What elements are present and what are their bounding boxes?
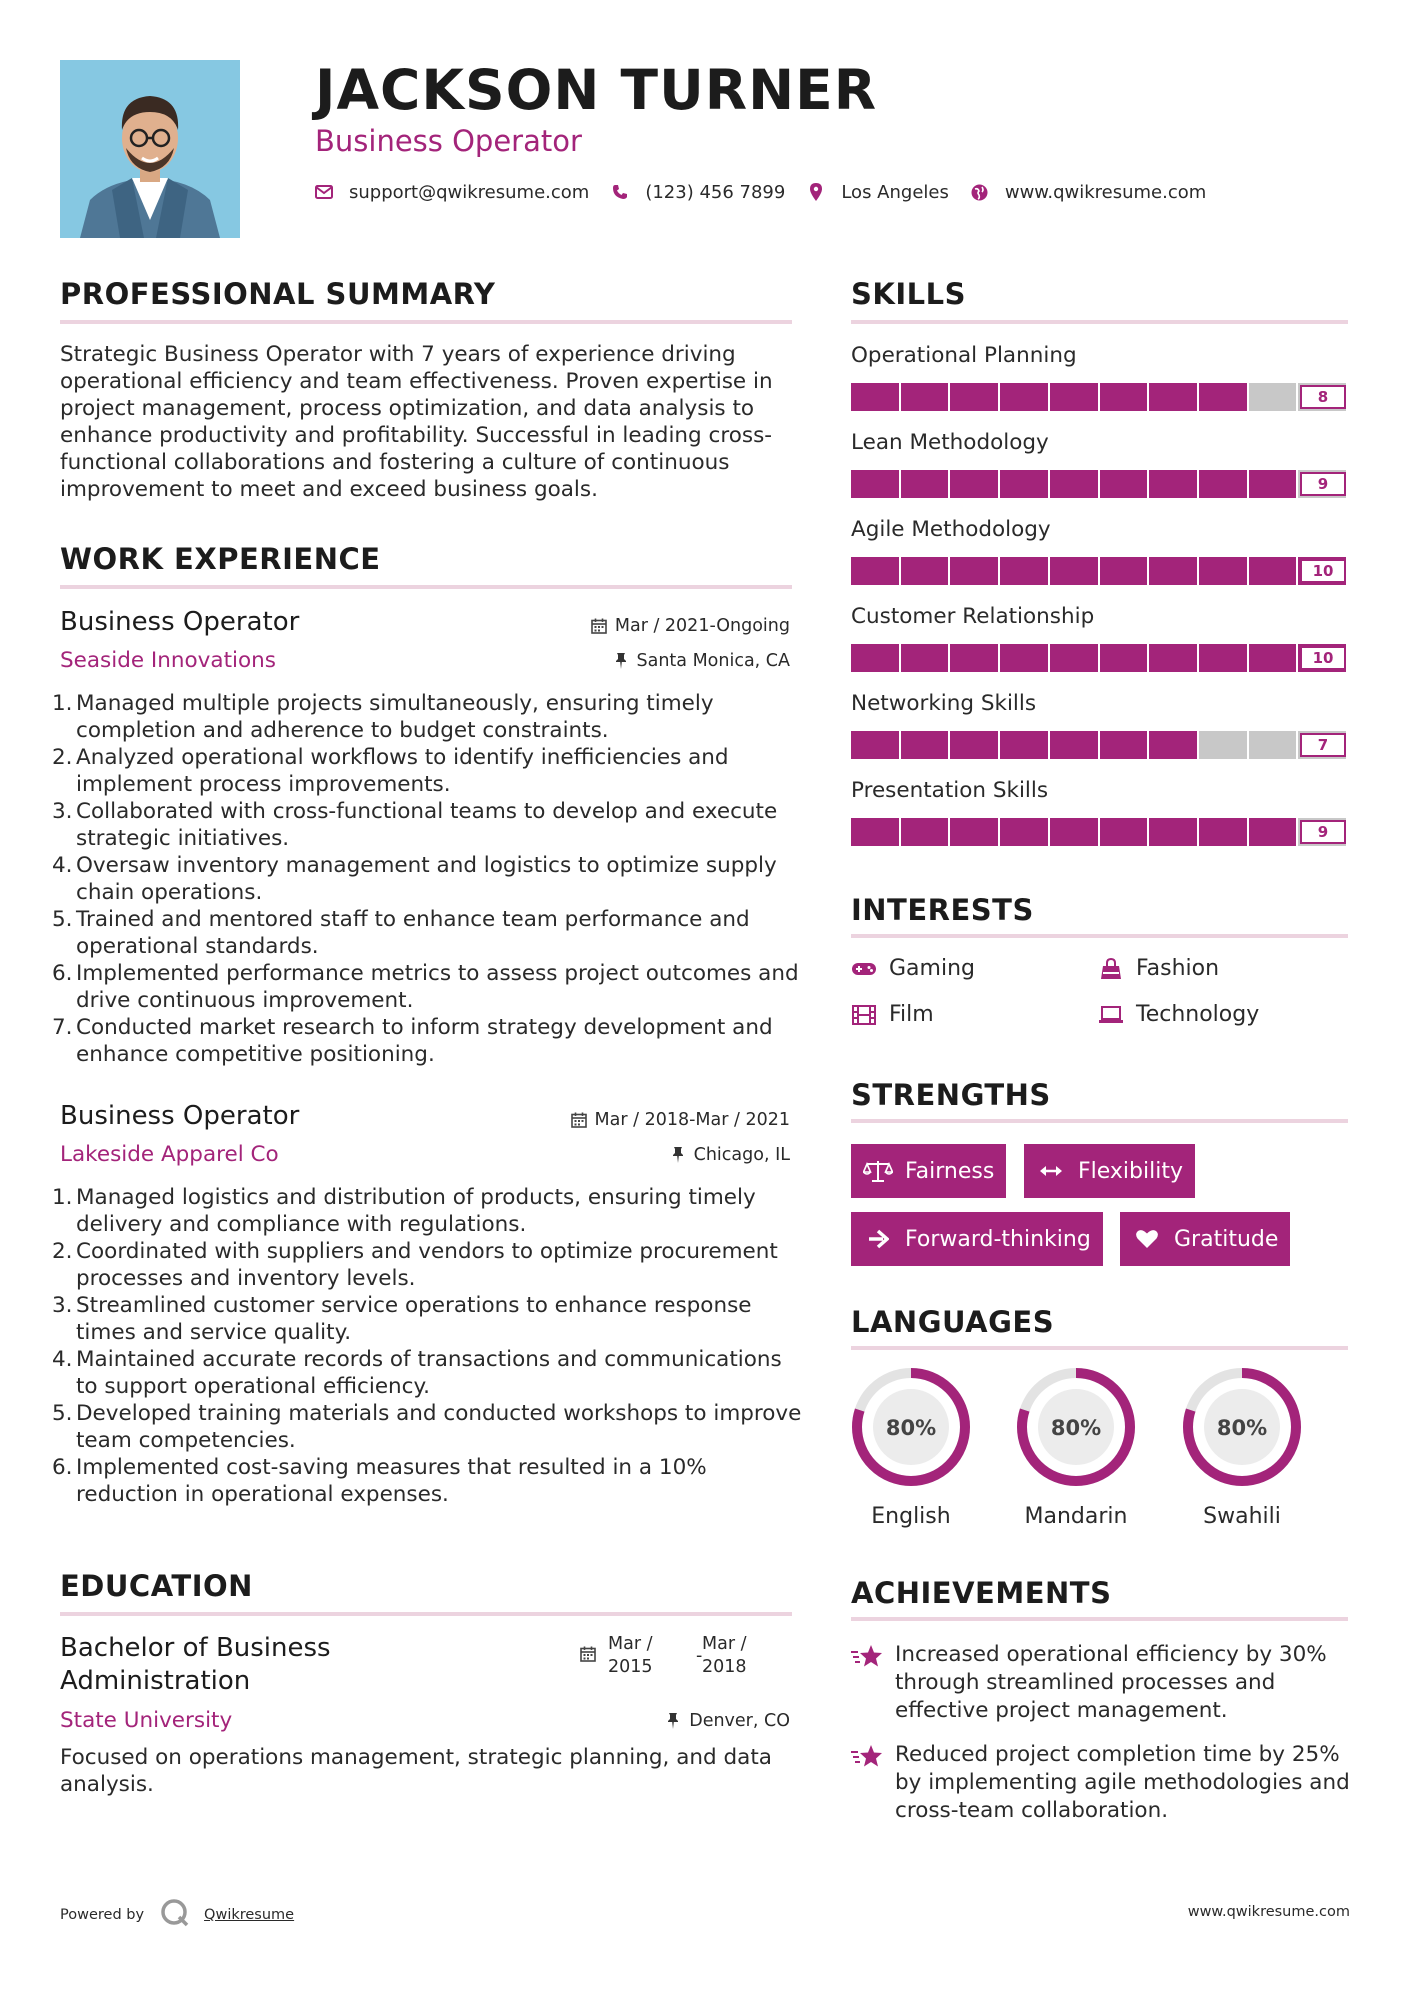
skill-segment (851, 644, 901, 672)
contact-location: Los Angeles (841, 181, 949, 203)
candidate-name: JACKSON TURNER (315, 58, 878, 122)
skill-score: 9 (1300, 472, 1346, 496)
languages-heading: LANGUAGES (851, 1305, 1055, 1339)
powered-by-label: Powered by (60, 1907, 145, 1923)
skill-segment (950, 557, 1000, 585)
strength-label: Forward-thinking (905, 1226, 1091, 1252)
job-location-text: Chicago, IL (693, 1145, 790, 1165)
language-percent: 80% (1050, 1416, 1102, 1440)
interest-label: Film (889, 1002, 934, 1027)
skill-segment (901, 818, 951, 846)
school-name: State University (60, 1708, 233, 1733)
gamepad-icon (851, 958, 877, 980)
achievements-heading: ACHIEVEMENTS (851, 1576, 1112, 1610)
education-heading: EDUCATION (60, 1569, 253, 1603)
list-item: 2. Analyzed operational workflows to identify inefficiencies and implement process improvements. (52, 745, 729, 797)
skill-segment (950, 818, 1000, 846)
skill-segment (1100, 731, 1150, 759)
education-date-icon-wrap (580, 1646, 604, 1662)
skill-segment (1199, 557, 1249, 585)
skill-segment (901, 557, 951, 585)
skill-segment (1199, 383, 1249, 411)
skill-segment (901, 470, 951, 498)
skill-segment (1149, 731, 1199, 759)
calendar-icon (580, 1646, 596, 1662)
skill-segment (1100, 383, 1150, 411)
skill-segment (901, 731, 951, 759)
skill-segment (1249, 818, 1299, 846)
skill-segment (1000, 644, 1050, 672)
skill-segment (1050, 383, 1100, 411)
interest-label: Fashion (1136, 956, 1220, 981)
list-item: 1. Managed logistics and distribution of products, ensuring timely delivery and compliance with regulations. (52, 1185, 756, 1237)
skill-segment (1249, 731, 1299, 759)
education-date-separator: - (696, 1646, 703, 1666)
heart-icon (1132, 1228, 1162, 1250)
job-title: Business Operator (60, 607, 300, 637)
footer-url[interactable]: www.qwikresume.com (1187, 1904, 1350, 1920)
skill-name: Networking Skills (851, 691, 1037, 716)
job-bullets (52, 1184, 802, 1508)
skill-segment (851, 383, 901, 411)
skill-score: 9 (1300, 820, 1346, 844)
education-location-text: Denver, CO (689, 1711, 790, 1731)
skill-segment (1149, 818, 1199, 846)
skill-name: Customer Relationship (851, 604, 1095, 629)
skill-segment (1100, 470, 1150, 498)
language-item (1172, 1364, 1312, 1529)
languages-rule (851, 1346, 1348, 1350)
arrow-right-icon (863, 1228, 893, 1250)
achievement-text: Reduced project completion time by 25% by implementing agile methodologies and cross-team collaboration. (895, 1742, 1350, 1823)
strengths-heading: STRENGTHS (851, 1078, 1051, 1112)
skill-segment (1050, 557, 1100, 585)
job-date (571, 1110, 790, 1130)
interest-item (1098, 1002, 1259, 1027)
interest-item (1098, 956, 1219, 981)
footer-powered-by (60, 1898, 294, 1932)
achievement-item (851, 1641, 1351, 1725)
skill-segment (1000, 818, 1050, 846)
interest-item (851, 956, 975, 981)
skill-segment (1249, 644, 1299, 672)
interest-label: Technology (1136, 1002, 1260, 1027)
strength-label: Gratitude (1174, 1226, 1279, 1252)
skill-name: Lean Methodology (851, 430, 1049, 455)
job-location-text: Santa Monica, CA (636, 651, 790, 671)
laptop-icon (1098, 1004, 1124, 1026)
interests-heading: INTERESTS (851, 893, 1034, 927)
language-ring (848, 1364, 974, 1490)
company-name: Lakeside Apparel Co (60, 1142, 279, 1167)
job-title: Business Operator (60, 1101, 300, 1131)
map-marker-icon (807, 183, 825, 201)
list-item: 6. Implemented performance metrics to assess project outcomes and drive continuous improvement. (52, 961, 799, 1013)
summary-rule (60, 320, 792, 324)
envelope-icon (315, 183, 333, 201)
job-location (613, 651, 791, 671)
skill-segment (1100, 644, 1150, 672)
skill-segment (1149, 383, 1199, 411)
education-end-b: 2018 (702, 1657, 747, 1677)
summary-heading: PROFESSIONAL SUMMARY (60, 277, 496, 311)
pin-icon (665, 1713, 681, 1729)
strength-label: Flexibility (1078, 1158, 1183, 1184)
strength-tag (851, 1212, 1103, 1266)
skill-segment (950, 383, 1000, 411)
shopping-bag-icon (1098, 958, 1124, 980)
list-item: 7. Conducted market research to inform strategy development and enhance competitive positioning. (52, 1015, 773, 1067)
calendar-icon (591, 618, 607, 634)
education-start-a: Mar / (608, 1634, 653, 1654)
skill-bar (851, 383, 1348, 411)
list-item: 6. Implemented cost-saving measures that resulted in a 10% reduction in operational expenses. (52, 1455, 707, 1507)
degree-title-line2: Administration (60, 1666, 251, 1696)
skill-segment (1000, 557, 1050, 585)
skill-bar (851, 557, 1348, 585)
skill-segment (851, 557, 901, 585)
skill-bar (851, 818, 1348, 846)
skill-segment (1000, 731, 1050, 759)
work-rule (60, 585, 792, 589)
skill-segment (950, 470, 1000, 498)
skill-segment (1000, 470, 1050, 498)
contact-website[interactable]: www.qwikresume.com (1004, 181, 1207, 203)
skill-score: 10 (1300, 646, 1346, 670)
skill-name: Operational Planning (851, 343, 1077, 368)
strength-label: Fairness (905, 1158, 995, 1184)
language-item (841, 1364, 981, 1529)
education-location (665, 1711, 790, 1731)
skill-segment (1100, 557, 1150, 585)
language-name: English (871, 1504, 951, 1529)
film-icon (851, 1004, 877, 1026)
list-item: 4. Oversaw inventory management and logistics to optimize supply chain operations. (52, 853, 777, 905)
job-date-text: Mar / 2021-Ongoing (614, 616, 790, 636)
list-item: 3. Streamlined customer service operations to enhance response times and service quality. (52, 1293, 752, 1345)
list-item: 4. Maintained accurate records of transactions and communications to support operational efficiency. (52, 1347, 782, 1399)
skill-segment (901, 644, 951, 672)
language-name: Mandarin (1024, 1504, 1128, 1529)
skill-segment (1149, 557, 1199, 585)
list-item: 3. Collaborated with cross-functional teams to develop and execute strategic initiatives. (52, 799, 778, 851)
skill-segment (1199, 644, 1249, 672)
qwikresume-logo-icon (160, 1898, 190, 1932)
skill-segment (901, 383, 951, 411)
phone-icon (611, 183, 629, 201)
skill-segment (851, 731, 901, 759)
degree-title-line1: Bachelor of Business (60, 1633, 331, 1663)
achievements-rule (851, 1617, 1348, 1621)
language-item (1006, 1364, 1146, 1529)
skill-segment (1249, 383, 1299, 411)
list-item: 2. Coordinated with suppliers and vendors to optimize procurement processes and inventory levels. (52, 1239, 778, 1291)
language-percent: 80% (1216, 1416, 1268, 1440)
job-bullets (52, 690, 802, 1068)
calendar-icon (571, 1112, 587, 1128)
job-location (670, 1145, 790, 1165)
skill-score: 10 (1300, 559, 1346, 583)
education-start-b: 2015 (608, 1657, 653, 1677)
skill-bar (851, 644, 1348, 672)
skill-score: 7 (1300, 733, 1346, 757)
pin-icon (670, 1147, 686, 1163)
skill-segment (1199, 818, 1249, 846)
job-date (591, 616, 790, 636)
language-name: Swahili (1203, 1504, 1281, 1529)
skill-segment (1050, 818, 1100, 846)
skill-segment (1050, 470, 1100, 498)
job-date-text: Mar / 2018-Mar / 2021 (594, 1110, 790, 1130)
skill-segment (851, 470, 901, 498)
skill-segment (1100, 818, 1150, 846)
star-icon (851, 1641, 895, 1725)
list-item: 1. Managed multiple projects simultaneously, ensuring timely completion and adherence to budget constraints. (52, 691, 714, 743)
education-end-a: Mar / (702, 1634, 747, 1654)
pin-icon (613, 653, 629, 669)
skill-score: 8 (1300, 385, 1346, 409)
contact-email[interactable]: support@qwikresume.com (349, 181, 590, 203)
skill-segment (1149, 470, 1199, 498)
skill-segment (950, 731, 1000, 759)
interests-rule (851, 934, 1348, 938)
skill-bar (851, 731, 1348, 759)
skill-segment (1050, 731, 1100, 759)
skill-name: Presentation Skills (851, 778, 1049, 803)
education-rule (60, 1612, 792, 1616)
arrows-horizontal-icon (1036, 1160, 1066, 1182)
list-item: 5. Developed training materials and conducted workshops to improve team competencies. (52, 1401, 802, 1453)
profile-photo (60, 60, 240, 238)
language-ring (1013, 1364, 1139, 1490)
skill-segment (1199, 731, 1249, 759)
skills-heading: SKILLS (851, 277, 966, 311)
interest-label: Gaming (889, 956, 975, 981)
language-percent: 80% (885, 1416, 937, 1440)
skill-segment (950, 644, 1000, 672)
summary-text: Strategic Business Operator with 7 years of experience driving operational efficiency and team effectiveness. Proven expertise in project management, process optimization, and data analysis to enhance productivity and profitability. Successful in leading cross-functional collaborations and fostering a culture of continuous improvement to meet and exceed business goals. (60, 342, 773, 502)
company-name: Seaside Innovations (60, 648, 276, 673)
achievement-text: Increased operational efficiency by 30% through streamlined processes and effective project management. (895, 1642, 1327, 1723)
skill-segment (851, 818, 901, 846)
skill-segment (1249, 557, 1299, 585)
skill-segment (1000, 383, 1050, 411)
skill-segment (1199, 470, 1249, 498)
contact-bar (315, 178, 1228, 206)
list-item: 5. Trained and mentored staff to enhance team performance and operational standards. (52, 907, 750, 959)
interest-item (851, 1002, 934, 1027)
strengths-rule (851, 1119, 1348, 1123)
globe-icon (971, 183, 989, 201)
strength-tag (1120, 1212, 1290, 1266)
skills-rule (851, 320, 1348, 324)
skill-segment (1149, 644, 1199, 672)
work-heading: WORK EXPERIENCE (60, 542, 381, 576)
star-icon (851, 1741, 895, 1825)
skill-name: Agile Methodology (851, 517, 1051, 542)
strength-tag (1024, 1144, 1195, 1198)
candidate-role: Business Operator (315, 124, 582, 158)
education-description: Focused on operations management, strategic planning, and data analysis. (60, 1745, 772, 1797)
skill-bar (851, 470, 1348, 498)
contact-phone[interactable]: (123) 456 7899 (645, 181, 786, 203)
language-ring (1179, 1364, 1305, 1490)
strength-tag (851, 1144, 1006, 1198)
brand-link[interactable]: Qwikresume (204, 1907, 295, 1923)
skill-segment (1050, 644, 1100, 672)
balance-scale-icon (863, 1160, 893, 1182)
achievement-item (851, 1741, 1351, 1825)
skill-segment (1249, 470, 1299, 498)
